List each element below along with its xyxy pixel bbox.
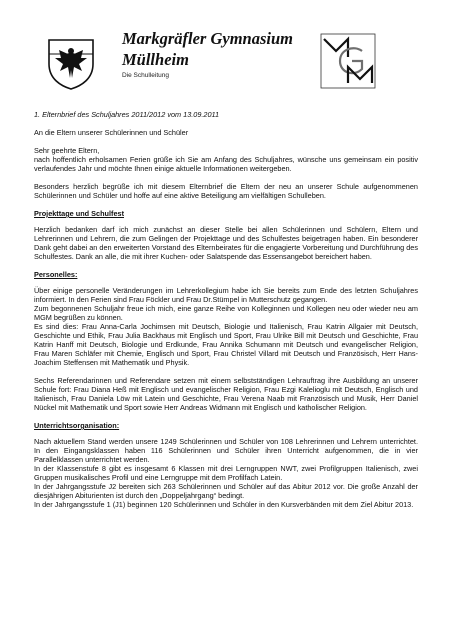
section-text-projekttage: Herzlich bedanken darf ich mich zunächst an dieser Stelle bei allen Schülerinnen und Schülern, Eltern und Lehrerinnen und Lehrern, die zum Gelingen der Projekttage und des Schulfestes beigetragen haben. Ein besonderer Dank geht dabei an den erweiterten Vorstand des Elternbeirates für die engagierte Vorbereitung und Durchführung des Schulfestes. Dank an alle, die mit ihrer Kuchen- oder Salatspende das Essensangebot bereichert haben. bbox=[34, 225, 418, 261]
letter-intro: nach hoffentlich erholsamen Ferien grüße ich Sie am Anfang des Schuljahres, wünsche uns gemeinsam ein positiv verlaufendes Jahr und möchte Ihnen einige aktuelle Informationen weitergeben. bbox=[34, 155, 418, 173]
personelles-paragraph-2: Zum begonnenen Schuljahr freue ich mich, eine ganze Reihe von Kolleginnen und Kollegen neu oder wieder neu am MGM begrüßen zu können. bbox=[34, 304, 418, 322]
letter-body bbox=[34, 110, 418, 509]
unterricht-paragraph-3: In der Jahrgangsstufe J2 bereiten sich 263 Schülerinnen und Schüler auf das Abitur 2012 vor. Die große Anzahl der diesjährigen Abiturienten ist durch den „Doppeljahrgang“ bedingt. bbox=[34, 482, 418, 500]
section-heading-unterricht: Unterrichtsorganisation: bbox=[34, 421, 120, 430]
school-name-line2: Müllheim bbox=[122, 50, 189, 69]
letter-salutation: Sehr geehrte Eltern, bbox=[34, 146, 100, 155]
school-crest-icon bbox=[46, 38, 96, 90]
personelles-paragraph-1: Über einige personelle Veränderungen im Lehrerkollegium habe ich Sie bereits zum Ende des letzten Schuljahres informiert. In den Ferien sind Frau Föckler und Frau Dr.Stümpel in Mutterschutz gegangen. bbox=[34, 286, 418, 304]
section-heading-projekttage: Projekttage und Schulfest bbox=[34, 209, 125, 218]
personelles-paragraph-3: Es sind dies: Frau Anna-Carla Jochimsen mit Deutsch, Biologie und Italienisch, Frau Katrin Allgaier mit Deutsch, Geschichte und Ethik, Frau Julia Backhaus mit Englisch und Sport, Frau Ulrike Bill mit Deutsch und Geschichte, Frau Katrin Hanff mit Deutsch, Biologie und Erdkunde, Frau Annika Schumann mit Deutsch und evangelischer Religion, Frau Maren Schläfer mit Chemie, Englisch und Sport, Frau Christel Villard mit Deutsch und Französisch, Herr Hans-Joachim Steffensen mit Mathematik und Physik. bbox=[34, 322, 418, 367]
school-name bbox=[122, 28, 293, 70]
unterricht-paragraph-1: Nach aktuellem Stand werden unsere 1249 Schülerinnen und Schüler von 108 Lehrerinnen und Lehrern unterrichtet. In den Eingangsklassen haben 116 Schülerinnen und Schüler ihren Unterricht aufgenommen, die in vier Parallelklassen unterrichtet werden. bbox=[34, 437, 418, 464]
mgm-logo-icon bbox=[320, 33, 376, 89]
section-heading-personelles: Personelles: bbox=[34, 270, 78, 279]
unterricht-paragraph-4: In der Jahrgangsstufe 1 (J1) beginnen 120 Schülerinnen und Schüler in den Kursverbänden mit dem Ziel Abitur 2013. bbox=[34, 500, 414, 509]
letter-welcome: Besonders herzlich begrüße ich mit diesem Elternbrief die Eltern der neu an unserer Schule aufgenommenen Schülerinnen und Schüler und hoffe auf eine aktive Beteiligung am vielfältigen Schulleben. bbox=[34, 182, 418, 200]
personelles-paragraph-4: Sechs Referendarinnen und Referendare setzen mit einem selbstständigen Lehrauftrag ihre Ausbildung an unserer Schule fort: Frau Diana Heß mit Englisch und evangelischer Religion, Frau Ezgi Kalelioglu mit Deutsch, Englisch und Italienisch, Frau Daniela Löw mit Latein und Geschichte, Frau Verena Naab mit Französisch und Musik, Herr Daniel Nückel mit Mathematik und Sport sowie Herr Andreas Widmann mit Englisch und katholischer Religion. bbox=[34, 376, 418, 412]
school-subtitle: Die Schulleitung bbox=[122, 72, 169, 79]
unterricht-paragraph-2: In der Klassenstufe 8 gibt es insgesamt 6 Klassen mit drei Lerngruppen NWT, zwei Profilgruppen Italienisch, zwei Gruppen musikalisches Profil und eine Lerngruppe mit dem Profilfach Latein. bbox=[34, 464, 418, 482]
letter-title: 1. Elternbrief des Schuljahres 2011/2012 vom 13.09.2011 bbox=[34, 110, 220, 119]
letter-addressee: An die Eltern unserer Schülerinnen und Schüler bbox=[34, 128, 189, 137]
school-name-line1: Markgräfler Gymnasium bbox=[122, 29, 293, 48]
